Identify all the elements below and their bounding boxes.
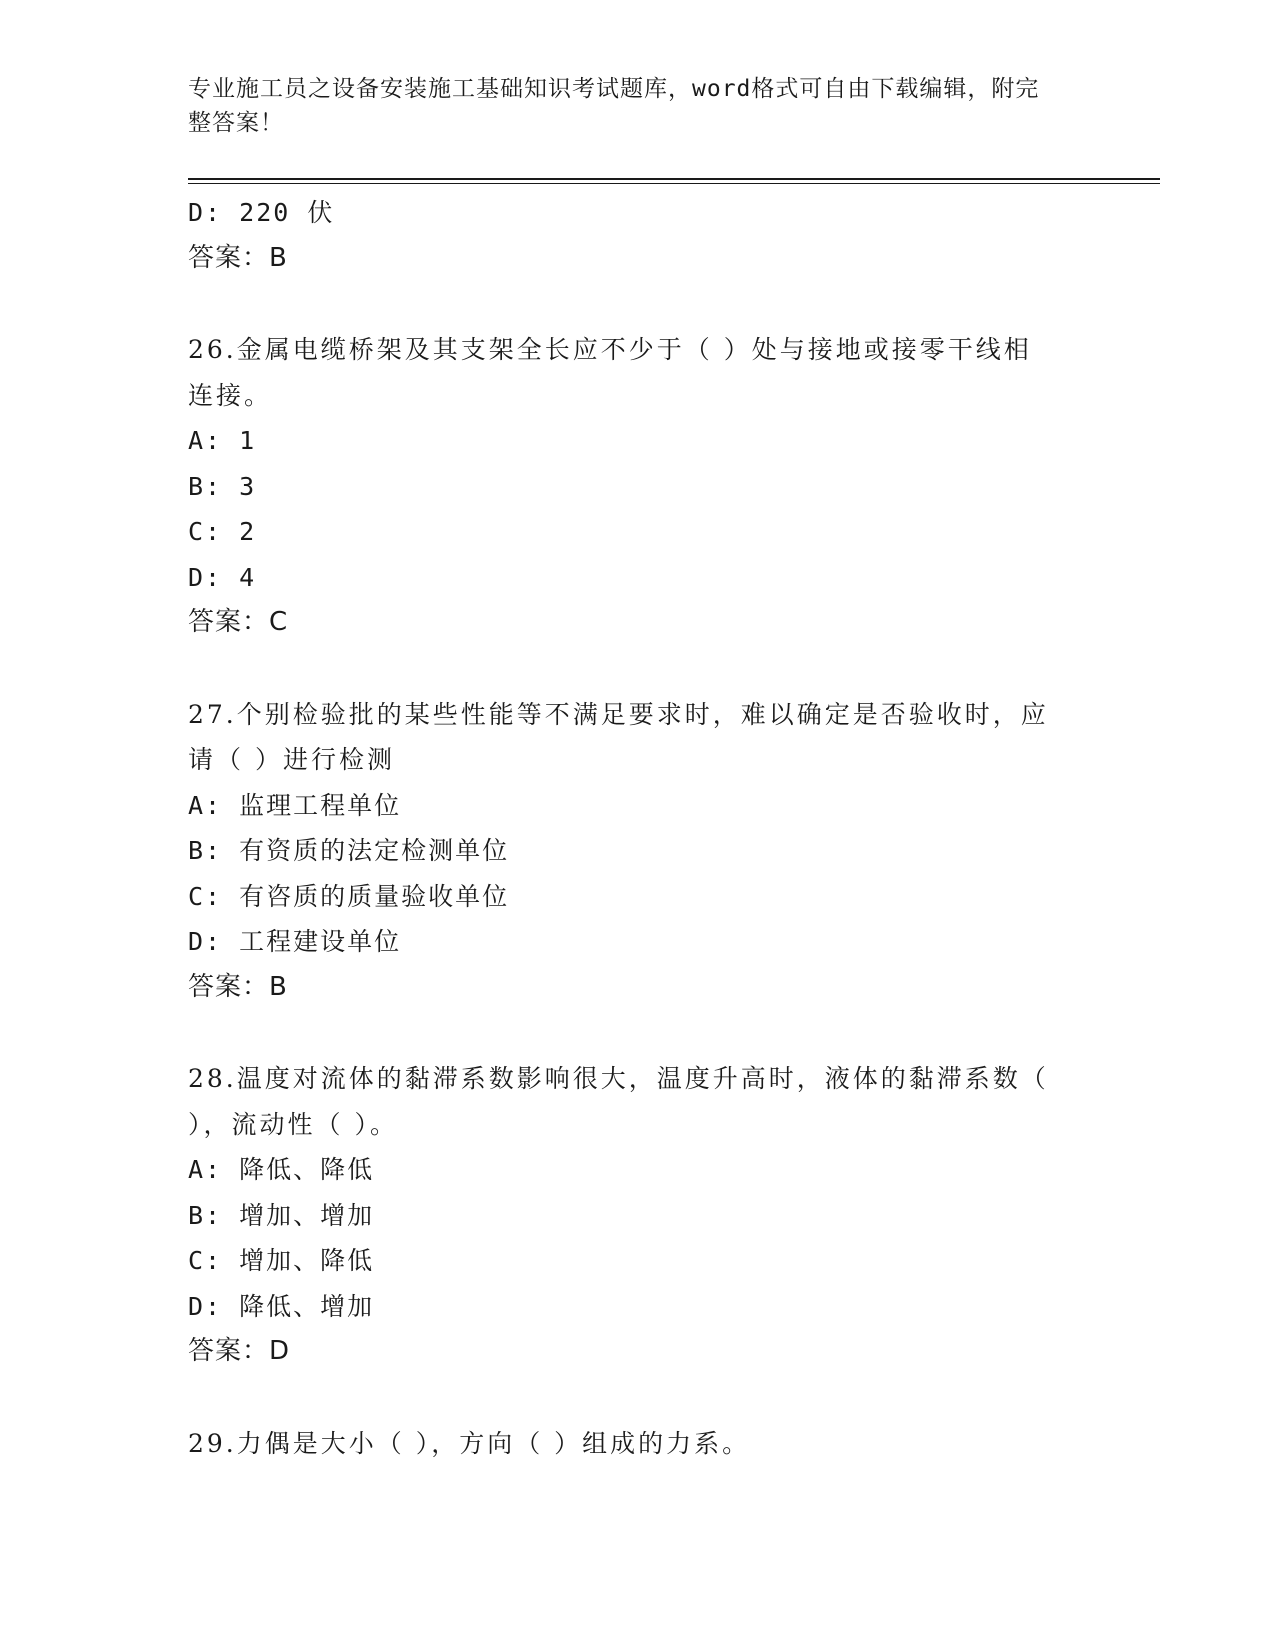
option-d: D: 工程建设单位 <box>188 927 402 956</box>
option-c: C: 有咨质的质量验收单位 <box>188 881 510 911</box>
question-list <box>188 190 1088 1466</box>
question-text-line-1: 29.力偶是大小（ ），方向（ ）组成的力系。 <box>188 1428 751 1458</box>
spacer <box>188 1375 1088 1421</box>
lead-answer: 答案：B <box>188 242 288 273</box>
answer: 答案：D <box>188 1336 291 1366</box>
option-a: A: 1 <box>188 426 257 455</box>
question-text-line-1: 28.温度对流体的黏滞系数影响很大，温度升高时，液体的黏滞系数（ <box>188 1064 1049 1093</box>
question-text-line-1: 26.金属电缆桥架及其支架全长应不少于（ ）处与接地或接零干线相 <box>188 335 1032 364</box>
option-d: D: 4 <box>188 562 257 592</box>
question-28 <box>188 1056 1088 1375</box>
question-text-line-2: 连接。 <box>188 380 273 410</box>
option-b: B: 有资质的法定检测单位 <box>188 836 510 865</box>
option-d: D: 降低、增加 <box>188 1291 375 1321</box>
option-c: C: 2 <box>188 517 257 546</box>
question-text-line-2: 请（ ）进行检测 <box>188 745 395 774</box>
option-b: B: 增加、增加 <box>188 1200 375 1230</box>
question-29 <box>188 1421 1088 1467</box>
header-line-2: 整答案！ <box>188 110 284 136</box>
answer: 答案：B <box>188 971 288 1002</box>
question-26 <box>188 327 1088 646</box>
answer: 答案：C <box>188 607 289 637</box>
option-a: A: 降低、降低 <box>188 1155 375 1184</box>
spacer <box>188 646 1088 692</box>
page-header <box>188 72 1068 140</box>
option-a: A: 监理工程单位 <box>188 790 402 820</box>
spacer <box>188 281 1088 327</box>
option-c: C: 增加、降低 <box>188 1246 375 1275</box>
lead-option-d: D: 220 伏 <box>188 198 335 227</box>
question-text-line-1: 27.个别检验批的某些性能等不满足要求时，难以确定是否验收时，应 <box>188 699 1049 729</box>
question-text-line-2: ），流动性（ ）。 <box>188 1109 398 1139</box>
header-rule-thick <box>188 178 1160 180</box>
option-b: B: 3 <box>188 471 257 501</box>
question-27 <box>188 692 1088 1011</box>
spacer <box>188 1010 1088 1056</box>
header-line-1: 专业施工员之设备安装施工基础知识考试题库，word格式可自由下载编辑，附完 <box>188 76 1040 102</box>
header-rule-thin <box>188 183 1160 184</box>
